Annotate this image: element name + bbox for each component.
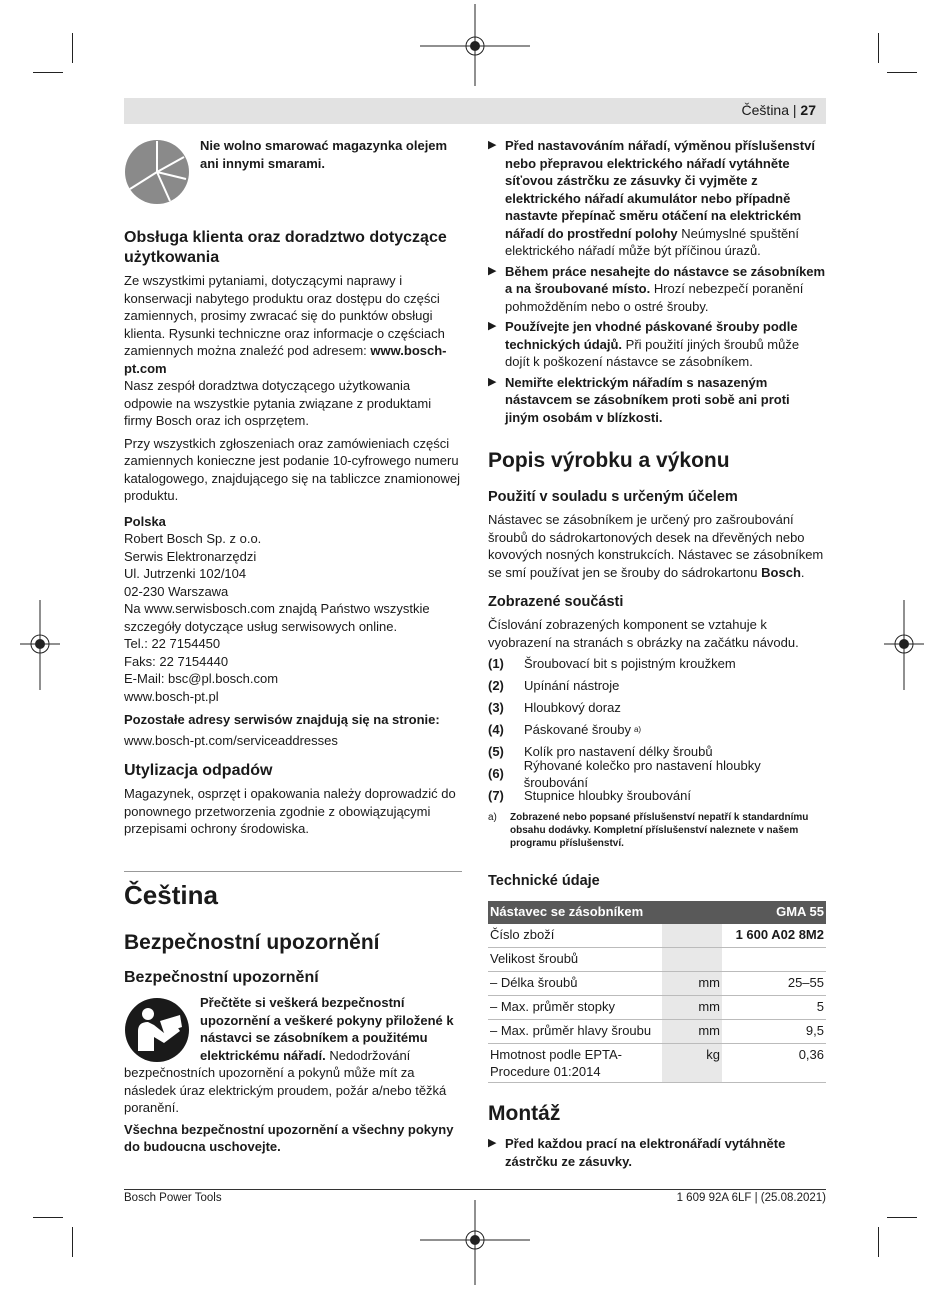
- page-number: 27: [800, 102, 816, 118]
- safety-bullet: ▶ Používejte jen vhodné páskované šrouby podle technických údajů. Při použití jiných šroubů může dojít k poškození nástavce se zásobníkem.: [488, 319, 800, 369]
- safety-title: Bezpečnostní upozornění: [124, 931, 380, 954]
- disposal-text: Magazynek, osprzęt i opakowania należy doprowadzić do ponownego przetworzenia zgodnie z obowiązującymi przepisami ochrony środowiska.: [124, 786, 456, 836]
- table-row: – Max. průměr stopky mm 5: [488, 996, 826, 1020]
- lubricant-warning: Nie wolno smarować magazynka olejem ani innymi smarami.: [200, 138, 448, 171]
- bullet-arrow-icon: ▶: [488, 320, 497, 332]
- registration-mark-bottom: [420, 1200, 530, 1285]
- table-row: Hmotnost podle EPTA-Procedure 01:2014 kg 0,36: [488, 1044, 826, 1083]
- footer-divider: [124, 1189, 826, 1190]
- divider: [124, 871, 462, 872]
- list-item: (6) Rýhované kolečko pro nastavení hloubky šroubování: [488, 757, 761, 790]
- page-header: Čeština | 27: [124, 98, 826, 124]
- czech-title: Čeština: [124, 880, 218, 910]
- list-item: (2) Upínání nástroje: [488, 678, 620, 694]
- crop-mark: [33, 1217, 63, 1218]
- service-title: Obsługa klienta oraz doradztwo dotyczące użytkowania: [124, 229, 447, 266]
- list-item: (7) Stupnice hloubky šroubování: [488, 788, 691, 804]
- list-item: (3) Hloubkový doraz: [488, 700, 621, 716]
- footnote: a) Zobrazené nebo popsané příslušenství nepatří k standardnímu obsahu dodávky. Kompletní příslušenství naleznete v našem programu příslušenství.: [488, 812, 809, 849]
- crop-mark: [878, 33, 879, 63]
- table-row: – Délka šroubů mm 25–55: [488, 972, 826, 996]
- components-title: Zobrazené součásti: [488, 594, 624, 610]
- safety-keep-instructions: Všechna bezpečnostní upozornění a všechny pokyny do budoucna uschovejte.: [124, 1121, 454, 1154]
- table-row: – Max. průměr hlavy šroubu mm 9,5: [488, 1020, 826, 1044]
- country-heading: Polska: [124, 513, 166, 529]
- table-header: Nástavec se zásobníkem GMA 55: [488, 901, 826, 924]
- crop-mark: [887, 1217, 917, 1218]
- list-item: (5) Kolík pro nastavení délky šroubů: [488, 744, 713, 760]
- components-intro: Číslování zobrazených komponent se vztahuje k vyobrazení na stranách s obrázky na začátku návodu.: [488, 617, 799, 650]
- service-paragraph-3: Przy wszystkich zgłoszeniach oraz zamówieniach części zamiennych konieczne jest podanie 10-cyfrowego numeru katalogowego, znajdującego się na tabliczce znamionowej produktu.: [124, 435, 461, 503]
- bullet-arrow-icon: ▶: [488, 264, 497, 277]
- safety-bullet: ▶ Před nastavováním nářadí, výměnou příslušenství nebo přepravou elektrického nářadí vytáhněte síťovou zástrčku ze zásuvky či vyjměte z elektrického nářadí akumulátor nebo případně nastavte přepínač směru otáčení na elektrickém nářadí do prostřední polohy Neúmyslné spuštění elektrického nářadí může být příčinou úrazů.: [488, 138, 815, 258]
- product-title: Popis výrobku a výkonu: [488, 449, 730, 472]
- footer-brand: Bosch Power Tools: [124, 1192, 222, 1204]
- assembly-bullet: ▶ Před každou prací na elektronářadí vytáhněte zástrčku ze zásuvky.: [488, 1136, 786, 1169]
- intended-use-text: Nástavec se zásobníkem je určený pro zašroubování šroubů do sádrokartonových desek na dřevěných nebo kovových nosných konstrukcích. Nástavec se zásobníkem se smí používat jen se šrouby do sádrokartonu Bosch.: [488, 512, 824, 580]
- service-paragraph-2: Nasz zespół doradztwa dotyczącego użytkowania odpowie na wszystkie pytania związane z produktami firmy Bosch oraz ich osprzętem.: [124, 378, 432, 428]
- assembly-title: Montáž: [488, 1102, 561, 1125]
- no-lubricant-icon: [124, 139, 190, 205]
- crop-mark: [72, 1227, 73, 1257]
- service-paragraph: Ze wszystkimi pytaniami, dotyczącymi naprawy i konserwacji nabytego produktu oraz dostępu do części zamiennych, prosimy zwracać się do punktów obsługi klienta. Rysunki techniczne oraz informacje o częściach zamiennych można znaleźć pod adresem: www.bosch-pt.com: [124, 273, 447, 376]
- crop-mark: [887, 72, 917, 73]
- bullet-arrow-icon: ▶: [488, 139, 497, 151]
- tech-data-table: [488, 901, 826, 1083]
- footer-doc-id: 1 609 92A 6LF | (25.08.2021): [676, 1192, 826, 1204]
- list-item: (4) Páskované šrouby a): [488, 722, 642, 738]
- safety-read-instructions: Přečtěte si veškerá bezpečnostní upozornění a veškeré pokyny přiložené k nástavci se zásobníkem a použitému elektrickému nářadí. Nedodržování bezpečnostních upozornění a pokynů může mít za následek úraz elektrickým proudem, požár a/nebo těžká poranění.: [124, 995, 454, 1115]
- crop-mark: [878, 1227, 879, 1257]
- tech-data-title: Technické údaje: [488, 873, 600, 889]
- other-addresses-url[interactable]: www.bosch-pt.com/serviceaddresses: [124, 732, 338, 748]
- disposal-title: Utylizacja odpadów: [124, 762, 273, 779]
- other-addresses-label: Pozostałe adresy serwisów znajdują się na stronie:: [124, 712, 440, 727]
- safety-subtitle: Bezpečnostní upozornění: [124, 969, 319, 986]
- address-block: Robert Bosch Sp. z o.o. Serwis Elektronarzędzi Ul. Jutrzenki 102/104 02-230 Warszawa Na www.serwisbosch.com znajdą Państwo wszystkie szczegóły dotyczące usług serwisowych online. Tel.: 22 7154450 Faks: 22 7154440 E-Mail: bsc@pl.bosch.com www.bosch-pt.pl: [124, 531, 430, 704]
- intended-use-title: Použití v souladu s určeným účelem: [488, 489, 738, 505]
- registration-mark-top: [420, 4, 530, 86]
- safety-bullet: ▶ Nemiřte elektrickým nářadím s nasazeným nástavcem se zásobníkem proti sobě ani proti jiným osobám v blízkosti.: [488, 374, 790, 425]
- crop-mark: [72, 33, 73, 63]
- registration-mark-right: [884, 600, 924, 690]
- bullet-arrow-icon: ▶: [488, 375, 497, 388]
- registration-mark-left: [20, 600, 60, 690]
- header-language: Čeština: [741, 102, 789, 118]
- safety-bullet: ▶ Během práce nesahejte do nástavce se zásobníkem a na šroubované místo. Hrozí nebezpečí poranění pohmožděním nebo o ostré šrouby.: [488, 263, 826, 314]
- list-item: (1) Šroubovací bit s pojistným kroužkem: [488, 656, 736, 672]
- bullet-arrow-icon: ▶: [488, 1137, 497, 1149]
- table-row: Číslo zboží 1 600 A02 8M2: [488, 924, 826, 948]
- parts-list: [488, 653, 826, 807]
- table-row: Velikost šroubů: [488, 948, 826, 972]
- crop-mark: [33, 72, 63, 73]
